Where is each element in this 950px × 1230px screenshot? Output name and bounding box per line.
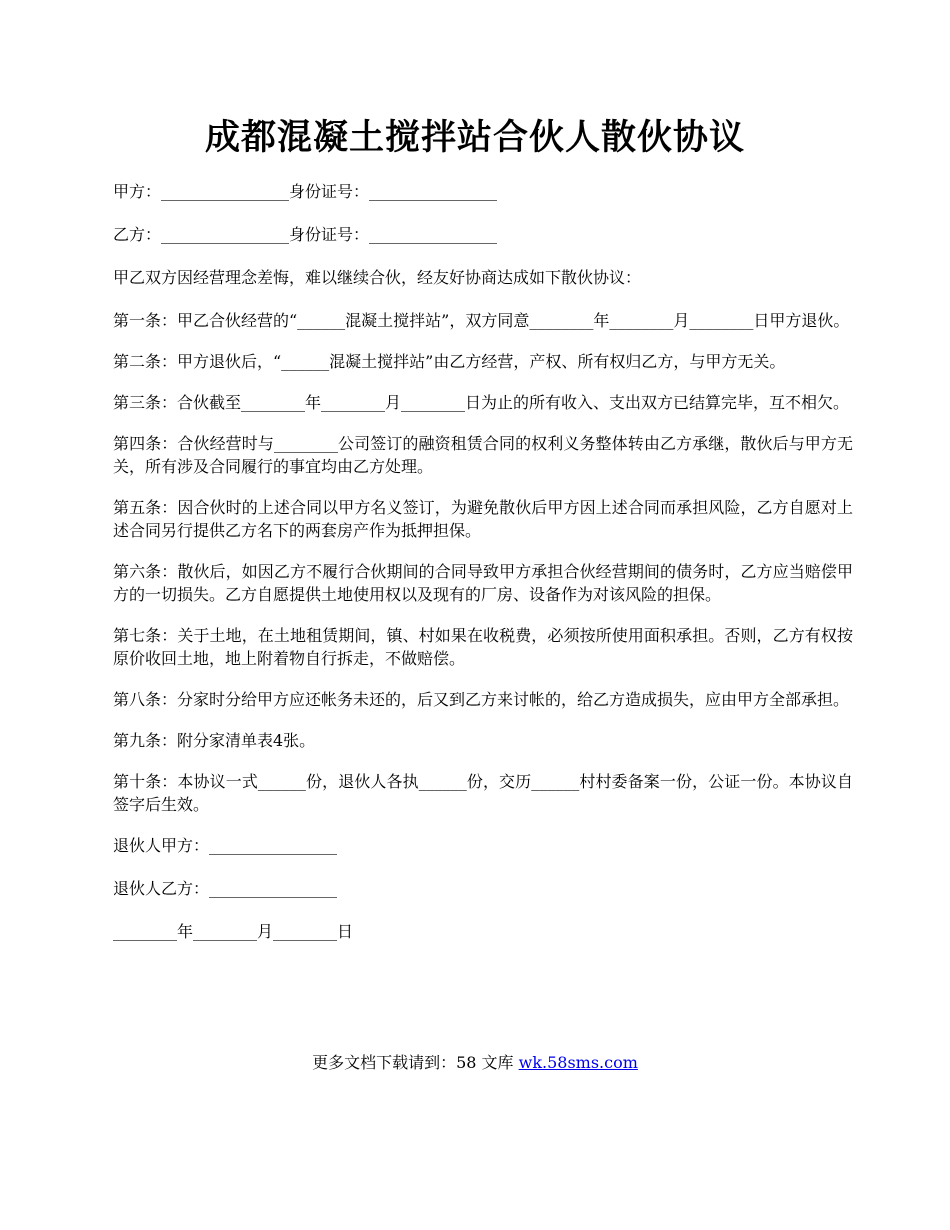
party-a-line: 甲方：________________身份证号：________________ — [113, 182, 498, 201]
signature-party-b: 退伙人乙方：________________ — [113, 879, 338, 898]
article-6: 第六条：散伙后，如因乙方不履行合伙期间的合同导致甲方承担合伙经营期间的债务时，乙方应当赔偿甲方的一切损失。乙方自愿提供土地使用权以及现有的厂房、设备作为对该风险的担保。 — [113, 562, 853, 604]
download-footer — [0, 1051, 950, 1075]
article-3: 第三条：合伙截至________年________月________日为止的所有收入、支出双方已结算完毕，互不相欠。 — [113, 393, 850, 412]
signature-party-a: 退伙人甲方：________________ — [113, 836, 338, 855]
article-1: 第一条：甲乙合伙经营的“______混凝土搅拌站”，双方同意________年________月________日甲方退伙。 — [113, 311, 850, 330]
article-5: 第五条：因合伙时的上述合同以甲方名义签订，为避免散伙后甲方因上述合同而承担风险，乙方自愿对上述合同另行提供乙方名下的两套房产作为抵押担保。 — [113, 498, 853, 540]
article-10: 第十条：本协议一式______份，退伙人各执______份，交历______村村委备案一份，公证一份。本协议自签字后生效。 — [113, 772, 853, 814]
intro-paragraph: 甲乙双方因经营理念差悔，难以继续合伙，经友好协商达成如下散伙协议： — [113, 268, 642, 287]
document-title: 成都混凝土搅拌站合伙人散伙协议 — [204, 118, 745, 158]
article-4: 第四条：合伙经营时与________公司签订的融资租赁合同的权利义务整体转由乙方承继，散伙后与甲方无关，所有涉及合同履行的事宜均由乙方处理。 — [113, 434, 853, 476]
article-2: 第二条：甲方退伙后，“______混凝土搅拌站”由乙方经营，产权、所有权归乙方，与甲方无关。 — [113, 352, 786, 371]
article-8: 第八条：分家时分给甲方应还帐务未还的，后又到乙方来讨帐的，给乙方造成损失，应由甲方全部承担。 — [113, 690, 850, 709]
party-b-line: 乙方：________________身份证号：________________ — [113, 225, 498, 244]
date-line: ________年________月________日 — [113, 922, 354, 941]
article-7: 第七条：关于土地，在土地租赁期间，镇、村如果在收税费，必须按所使用面积承担。否则，乙方有权按原价收回土地，地上附着物自行拆走，不做赔偿。 — [113, 626, 853, 668]
footer-link[interactable]: wk.58sms.com — [518, 1053, 638, 1072]
footer-text: 更多文档下载请到：58 文库 — [312, 1053, 519, 1072]
article-9: 第九条：附分家清单表4张。 — [113, 731, 316, 750]
document-body — [113, 180, 853, 961]
